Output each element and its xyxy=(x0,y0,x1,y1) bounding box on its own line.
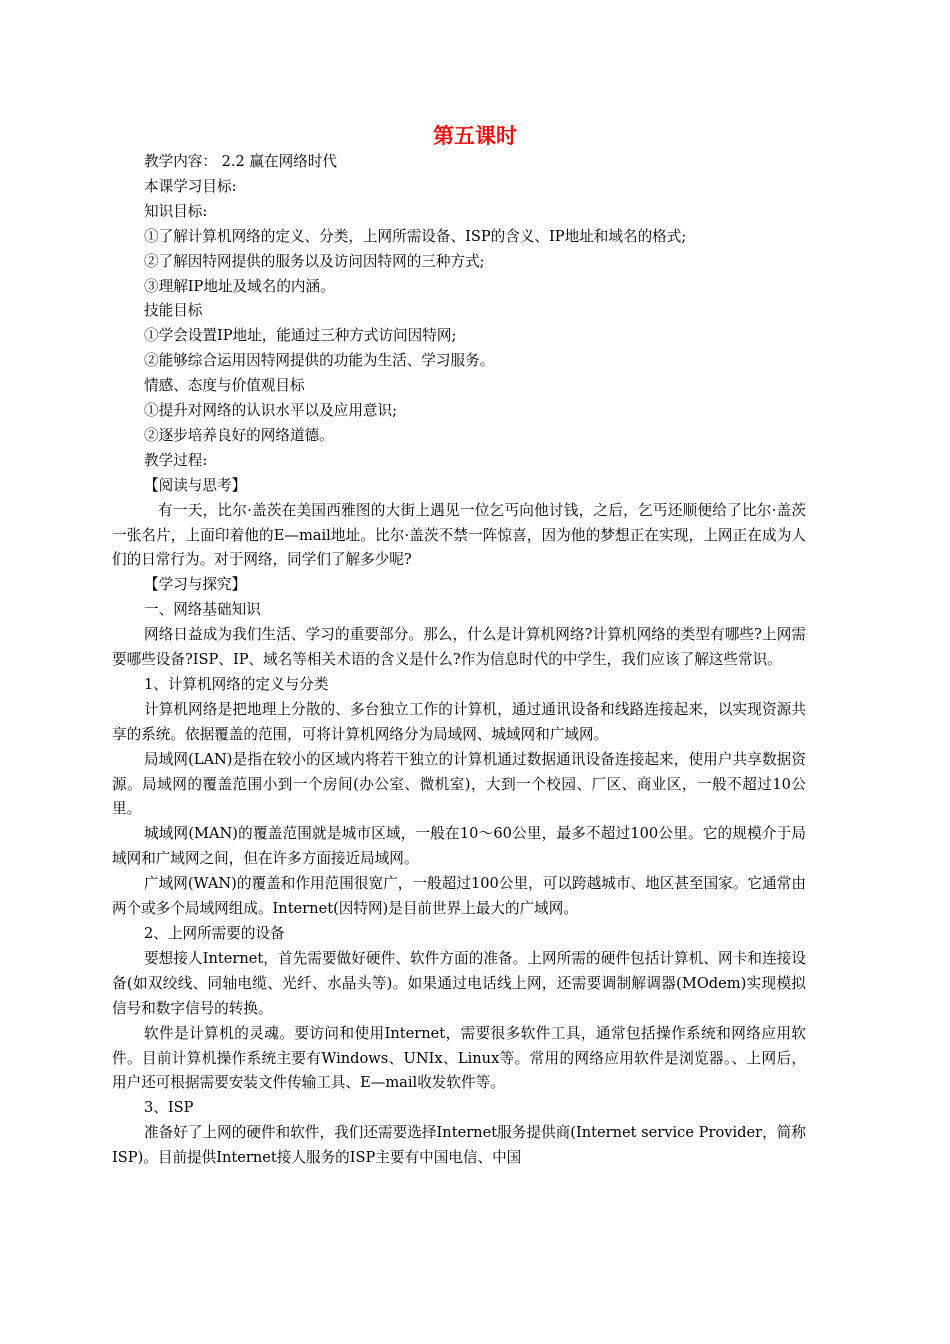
knowledge-goals-heading: 知识目标: xyxy=(144,202,208,220)
intro-paragraph: 网络日益成为我们生活、学习的重要部分。那么，什么是计算机网络?计算机网络的类型有哪些?上网需要哪些设备?ISP、IP、域名等相关术语的含义是什么?作为信息时代的中学生，我们应该了解这些常识。 xyxy=(112,626,806,669)
software-paragraph: 软件是计算机的灵魂。要访问和使用Internet，需要很多软件工具，通常包括操作系统和网络应用软件。目前计算机操作系统主要有Windows、UNIx、Linux等。常用的网络应用软件是浏览器。、上网后，用户还可根据需要安装文件传输工具、E—mail收发软件等。 xyxy=(112,1024,806,1092)
attitude-goals-heading: 情感、态度与价值观目标 xyxy=(144,377,305,395)
knowledge-goal-item: ②了解因特网提供的服务以及访问因特网的三种方式; xyxy=(144,252,485,270)
knowledge-goal-item: ①了解计算机网络的定义、分类，上网所需设备、ISP的含义、IP地址和域名的格式; xyxy=(144,227,687,245)
isp-paragraph: 准备好了上网的硬件和软件，我们还需要选择Internet服务提供商(Internet service Provider，简称ISP)。目前提供Internet接人服务的ISP主要有中国电信、中国 xyxy=(112,1124,806,1167)
skill-goals-heading: 技能目标 xyxy=(144,302,203,320)
man-paragraph: 城域网(MAN)的覆盖范围就是城市区域，一般在10～60公里，最多不超过100公里。它的规模介于局域网和广域网之间，但在许多方面接近局域网。 xyxy=(112,825,806,868)
section-heading-network-basics: 一、网络基础知识 xyxy=(144,601,261,619)
teaching-content-line: 教学内容： 2.2 赢在网络时代 xyxy=(144,153,338,170)
document-body xyxy=(144,150,806,499)
story-paragraph: 有一天，比尔·盖茨在美国西雅图的大街上遇见一位乞丐向他讨钱，之后，乞丐还顺便给了比尔·盖茨一张名片，上面印着他的E—mail地址。比尔·盖茨不禁一阵惊喜，因为他的梦想正在实现，上网正在成为人们的日常行为。对于网络，同学们了解多少呢? xyxy=(112,501,806,569)
wan-paragraph: 广域网(WAN)的覆盖和作用范围很宽广，一般超过100公里，可以跨越城市、地区甚至国家。它通常由两个或多个局域网组成。Internet(因特网)是目前世界上最大的广域网。 xyxy=(112,875,806,918)
subheading-devices: 2、上网所需要的设备 xyxy=(144,925,285,942)
attitude-goal-item: ①提升对网络的认识水平以及应用意识; xyxy=(144,402,398,420)
main-text xyxy=(112,499,806,1171)
skill-goal-item: ②能够综合运用因特网提供的功能为生活、学习服务。 xyxy=(144,352,495,370)
lesson-title: 第五课时 xyxy=(433,124,517,148)
hardware-paragraph: 要想接人Internet，首先需要做好硬件、软件方面的准备。上网所需的硬件包括计算机、网卡和连接设备(如双绞线、同轴电缆、光纤、水晶头等)。如果通过电话线上网，还需要调制解调器(MOdem)实现模拟信号和数字信号的转换。 xyxy=(112,949,806,1017)
lan-paragraph: 局域网(LAN)是指在较小的区域内将若干独立的计算机通过数据通讯设备连接起来，使用户共享数据资源。局域网的覆盖范围小到一个房间(办公室、微机室)，大到一个校园、厂区、商业区，一般不超过10公里。 xyxy=(112,750,806,818)
learning-goals-heading: 本课学习目标: xyxy=(144,177,237,195)
teaching-process-heading: 教学过程: xyxy=(144,451,208,469)
knowledge-goal-item: ③理解IP地址及域名的内涵。 xyxy=(144,277,335,295)
attitude-goal-item: ②逐步培养良好的网络道德。 xyxy=(144,426,334,444)
subheading-definition: 1、计算机网络的定义与分类 xyxy=(144,675,329,693)
definition-paragraph: 计算机网络是把地理上分散的、多台独立工作的计算机，通过通讯设备和线路连接起来，以实现资源共享的系统。依据覆盖的范围，可将计算机网络分为局域网、城域网和广域网。 xyxy=(112,700,806,743)
explore-heading: 【学习与探究】 xyxy=(144,576,247,594)
skill-goal-item: ①学会设置IP地址，能通过三种方式访问因特网; xyxy=(144,327,457,345)
read-think-heading: 【阅读与思考】 xyxy=(144,476,247,494)
subheading-isp: 3、ISP xyxy=(144,1099,194,1117)
